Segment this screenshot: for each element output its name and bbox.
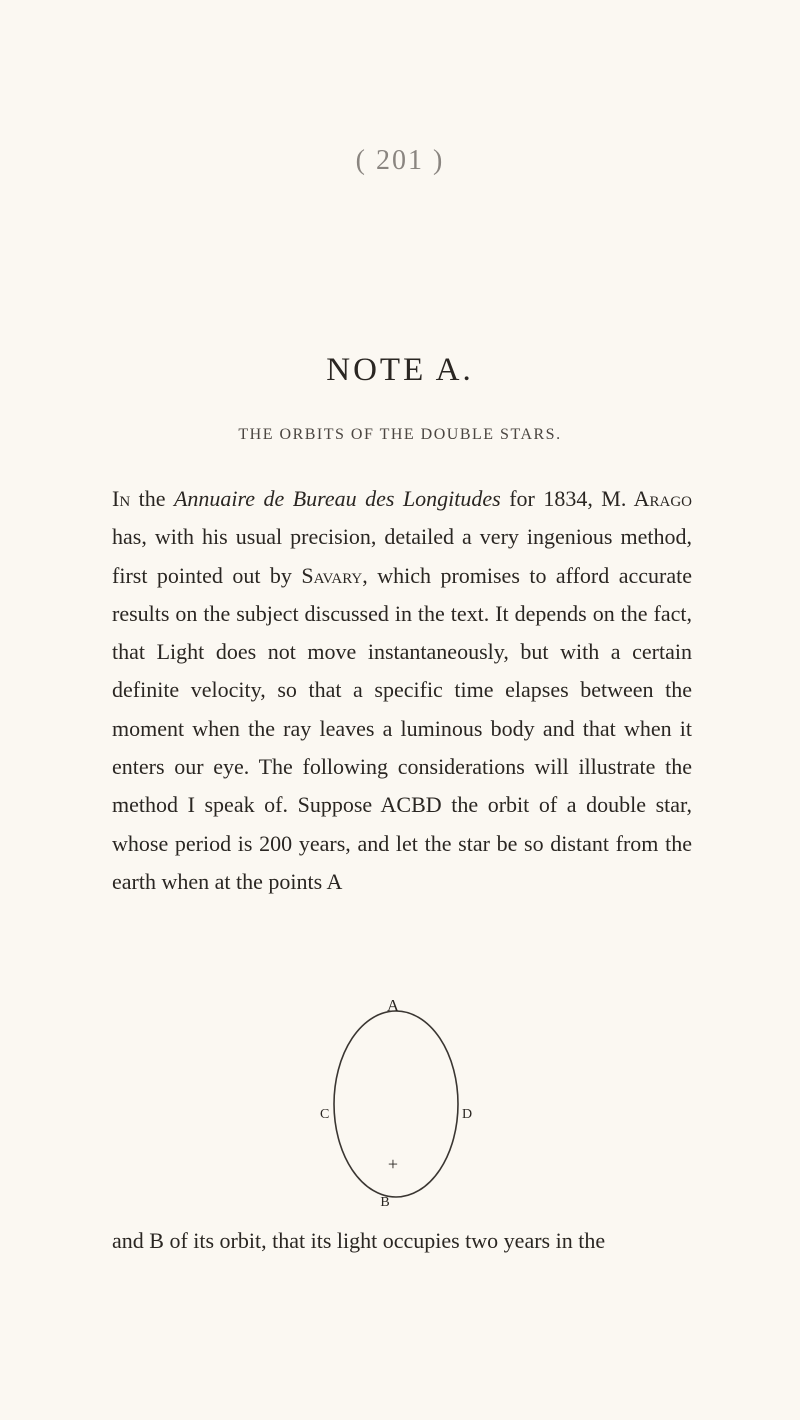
page-number: ( 201 ) [355, 145, 445, 176]
text-segment: for 1834, [500, 486, 602, 511]
text-segment: , which promises to afford accurate results on the subject discussed in the text. It depends on the fact, that Light does not move instantaneously, but with a certain definite velocity, so that a specific time elapses between the moment when the ray leaves a luminous body and that when it enters our eye. The following considerations will illustrate the method I speak of. Suppose ACBD the orbit of a double star, whose period is 200 years, and let the star be so distant from the earth when at the points A [112, 562, 692, 894]
body-paragraph [112, 480, 692, 901]
author-name: M. Arago [601, 486, 692, 511]
label-c: C [320, 1107, 330, 1122]
drop-word: In [112, 486, 131, 511]
label-b: B [380, 1195, 390, 1206]
note-title: NOTE A. [326, 352, 474, 388]
section-subtitle: THE ORBITS OF THE DOUBLE STARS. [238, 426, 562, 443]
label-d: D [462, 1107, 473, 1122]
publication-title: Annuaire de Bureau des Longitudes [173, 486, 501, 511]
continuation-line: and B of its orbit, that its light occupies two years in the [112, 1228, 606, 1253]
orbit-diagram [320, 994, 510, 1206]
label-a: A [386, 996, 400, 1015]
author-name: Savary [301, 562, 363, 588]
focus-mark: + [387, 1154, 399, 1174]
text-segment: has, with his usual precision, detailed a very ingenious method, first pointed out by [112, 524, 692, 588]
text-segment: the [130, 486, 174, 511]
